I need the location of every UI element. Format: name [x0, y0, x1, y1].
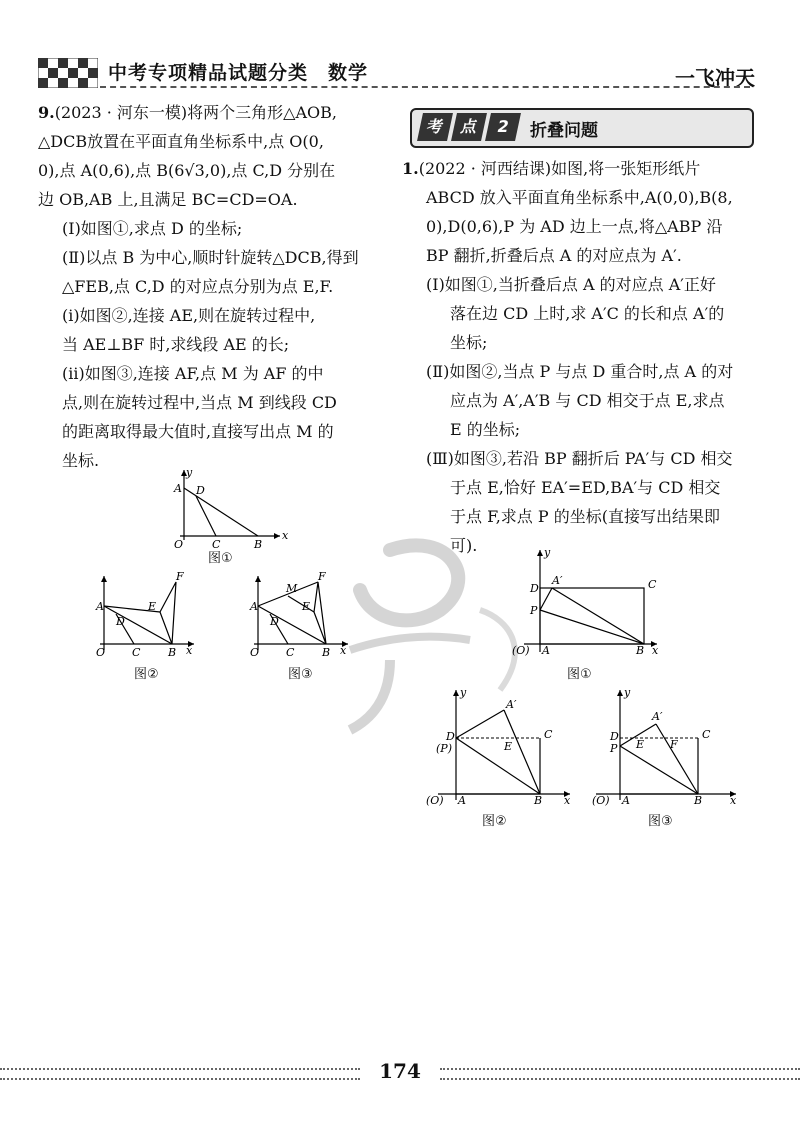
svg-text:D: D	[270, 615, 279, 628]
svg-text:B: B	[254, 538, 263, 551]
svg-text:M: M	[286, 582, 298, 595]
q1-part-3-line-1: (Ⅲ)如图③,若沿 BP 翻折后 PA′与 CD 相交	[426, 449, 733, 468]
brand-name: 一飞冲天	[675, 66, 755, 90]
question-1	[402, 154, 764, 560]
svg-text:C: C	[544, 728, 553, 741]
q1-figure-3-diagram	[592, 688, 742, 808]
page-header	[0, 0, 800, 95]
svg-text:E: E	[148, 600, 157, 613]
q9-sub-2-line-1: (ⅱ)如图③,连接 AF,点 M 为 AF 的中	[62, 364, 324, 383]
svg-text:P: P	[610, 742, 618, 755]
footer-line-right	[440, 1068, 800, 1080]
topic-tag-3: 2	[485, 113, 521, 141]
q1-part-1-line-3: 坐标;	[450, 333, 488, 352]
svg-text:(P): (P)	[436, 742, 452, 755]
svg-text:O: O	[174, 538, 184, 551]
svg-text:O: O	[96, 646, 106, 659]
q9-part-2-line-2: △FEB,点 C,D 的对应点分别为点 E,F.	[62, 277, 334, 296]
q9-sub-2-line-2: 点,则在旋转过程中,当点 M 到线段 CD	[62, 393, 337, 412]
svg-text:D: D	[610, 730, 619, 743]
svg-text:B: B	[636, 644, 645, 657]
svg-text:A′: A′	[552, 574, 563, 587]
q9-sub-2-line-4: 坐标.	[62, 451, 100, 470]
svg-text:E: E	[302, 600, 311, 613]
q9-line-3: 0),点 A(0,6),点 B(6√3,0),点 C,D 分别在	[38, 161, 336, 180]
q1-figure-2-diagram	[426, 688, 576, 808]
svg-text:x: x	[730, 794, 737, 807]
q9-figure-1	[170, 468, 290, 552]
svg-text:y: y	[544, 546, 551, 559]
svg-text:B: B	[168, 646, 177, 659]
svg-text:y: y	[460, 686, 467, 699]
svg-text:D: D	[196, 484, 205, 497]
q9-figure-2-diagram	[96, 570, 196, 659]
footer-line-left	[0, 1068, 360, 1080]
q9-figure-2-caption: 图②	[134, 667, 159, 682]
svg-text:B: B	[322, 646, 331, 659]
topic-tag-2: 点	[451, 113, 487, 141]
q9-part-1: (Ⅰ)如图①,求点 D 的坐标;	[62, 219, 243, 238]
svg-text:A′: A′	[506, 698, 517, 711]
q1-part-1-line-2: 落在边 CD 上时,求 A′C 的长和点 A′的	[450, 304, 725, 323]
svg-text:B: B	[534, 794, 543, 807]
q1-figure-1-diagram	[512, 548, 662, 658]
q1-part-2-line-3: E 的坐标;	[450, 420, 521, 439]
q9-sub-2-line-3: 的距离取得最大值时,直接写出点 M 的	[62, 422, 334, 441]
svg-text:F: F	[670, 738, 678, 751]
header-divider	[100, 86, 750, 91]
svg-text:x: x	[282, 529, 289, 542]
svg-text:B: B	[694, 794, 703, 807]
svg-text:A: A	[622, 794, 630, 807]
svg-text:D: D	[530, 582, 539, 595]
svg-text:(O): (O)	[592, 794, 610, 807]
q1-part-3-line-4: 可).	[450, 536, 478, 555]
q9-sub-1-line-2: 当 AE⊥BF 时,求线段 AE 的长;	[62, 335, 290, 354]
q1-figure-1	[512, 548, 662, 662]
svg-text:A: A	[542, 644, 550, 657]
svg-text:x: x	[564, 794, 571, 807]
q1-part-2-line-1: (Ⅱ)如图②,当点 P 与点 D 重合时,点 A 的对	[426, 362, 734, 381]
svg-text:C: C	[212, 538, 221, 551]
svg-text:E: E	[636, 738, 645, 751]
svg-text:C: C	[702, 728, 711, 741]
q1-part-3-line-3: 于点 F,求点 P 的坐标(直接写出结果即	[450, 507, 720, 526]
svg-text:O: O	[250, 646, 260, 659]
svg-text:F: F	[318, 570, 326, 583]
q9-line-4: 边 OB,AB 上,且满足 BC=CD=OA.	[38, 190, 298, 209]
q1-figure-3-caption: 图③	[648, 814, 673, 829]
svg-text:x: x	[340, 644, 347, 657]
book-title: 中考专项精品试题分类 数学	[108, 62, 369, 84]
svg-text:y: y	[186, 466, 193, 479]
q9-line-1: 9.(2023 · 河东一模)将两个三角形△AOB,	[38, 103, 337, 122]
q1-part-2-line-2: 应点为 A′,A′B 与 CD 相交于点 E,求点	[450, 391, 725, 410]
svg-text:A: A	[174, 482, 182, 495]
topic-header	[410, 108, 754, 148]
topic-tag-1: 考	[417, 113, 453, 141]
svg-text:A: A	[458, 794, 466, 807]
svg-text:y: y	[624, 686, 631, 699]
q9-figure-3-caption: 图③	[288, 667, 313, 682]
topic-title: 折叠问题	[530, 121, 598, 141]
q9-part-2-line-1: (Ⅱ)以点 B 为中心,顺时针旋转△DCB,得到	[62, 248, 359, 267]
svg-text:A′: A′	[652, 710, 663, 723]
q1-part-3-line-2: 于点 E,恰好 EA′=ED,BA′与 CD 相交	[450, 478, 721, 497]
q1-figure-2-caption: 图②	[482, 814, 507, 829]
svg-text:C: C	[648, 578, 657, 591]
svg-text:C: C	[286, 646, 295, 659]
svg-text:(O): (O)	[426, 794, 444, 807]
svg-text:F: F	[176, 570, 184, 583]
svg-text:D: D	[116, 615, 125, 628]
q1-line-3: 0),D(0,6),P 为 AD 边上一点,将△ABP 沿	[426, 217, 723, 236]
q9-figure-1-caption: 图①	[208, 551, 233, 566]
svg-text:x: x	[652, 644, 659, 657]
q1-number: 1.	[402, 159, 419, 178]
q9-figure-2	[96, 570, 196, 659]
q1-figure-1-caption: 图①	[567, 667, 592, 682]
svg-text:D: D	[446, 730, 455, 743]
q9-number: 9.	[38, 103, 55, 122]
q9-sub-1-line-1: (ⅰ)如图②,连接 AE,则在旋转过程中,	[62, 306, 316, 325]
q1-figure-2	[426, 688, 576, 812]
svg-text:A: A	[250, 600, 258, 613]
svg-text:A: A	[96, 600, 104, 613]
question-9	[38, 98, 398, 475]
svg-text:P: P	[530, 604, 538, 617]
q9-line-2: △DCB放置在平面直角坐标系中,点 O(0,	[38, 132, 324, 151]
page-footer	[0, 1058, 800, 1088]
checker-logo-icon	[38, 58, 98, 88]
page-number: 174	[379, 1059, 421, 1083]
q1-figure-3	[592, 688, 742, 812]
svg-text:C: C	[132, 646, 141, 659]
q1-line-2: ABCD 放入平面直角坐标系中,A(0,0),B(8,	[426, 188, 733, 207]
q1-part-1-line-1: (Ⅰ)如图①,当折叠后点 A 的对应点 A′正好	[426, 275, 716, 294]
svg-text:E: E	[504, 740, 513, 753]
svg-text:x: x	[186, 644, 193, 657]
svg-text:(O): (O)	[512, 644, 530, 657]
q1-line-4: BP 翻折,折叠后点 A 的对应点为 A′.	[426, 246, 682, 265]
q1-line-1: 1.(2022 · 河西结课)如图,将一张矩形纸片	[402, 159, 701, 178]
q9-figure-1-diagram	[170, 466, 290, 551]
